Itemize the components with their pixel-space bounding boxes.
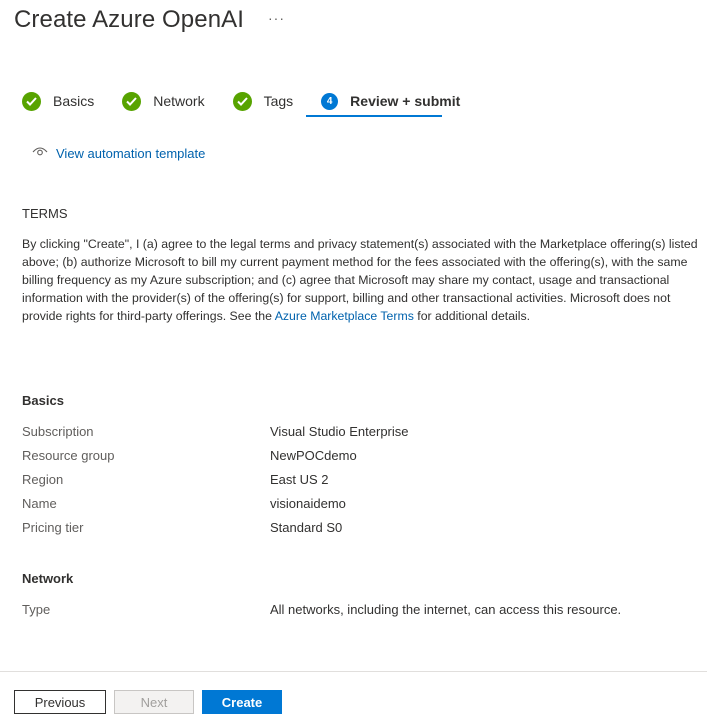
azure-marketplace-terms-link[interactable]: Azure Marketplace Terms — [274, 309, 414, 323]
network-heading: Network — [22, 571, 74, 586]
row-value: Standard S0 — [270, 520, 343, 535]
summary-row-region — [22, 472, 682, 492]
row-key: Region — [22, 472, 64, 487]
tab-label: Review + submit — [350, 93, 461, 109]
summary-row-pricing-tier — [22, 520, 682, 540]
row-key: Name — [22, 496, 57, 511]
basics-heading: Basics — [22, 393, 64, 408]
row-key: Type — [22, 602, 51, 617]
row-key: Resource group — [22, 448, 115, 463]
tab-label: Network — [153, 93, 205, 109]
eye-icon — [32, 144, 48, 162]
tab-tags[interactable] — [233, 90, 294, 112]
page-title: Create Azure OpenAI — [14, 6, 245, 33]
tab-label: Basics — [53, 93, 95, 109]
terms-heading: TERMS — [22, 206, 68, 221]
row-key: Pricing tier — [22, 520, 84, 535]
create-button[interactable]: Create — [202, 690, 282, 714]
step-number-badge: 4 — [321, 93, 338, 110]
active-tab-underline — [306, 115, 442, 117]
summary-row-type — [22, 602, 682, 622]
summary-row-resource-group — [22, 448, 682, 468]
checkmark-icon — [22, 92, 41, 111]
wizard-steps — [22, 90, 488, 112]
previous-button[interactable]: Previous — [14, 690, 106, 714]
checkmark-icon — [233, 92, 252, 111]
row-key: Subscription — [22, 424, 94, 439]
view-automation-template-link[interactable] — [32, 144, 205, 162]
terms-body-after: for additional details. — [413, 309, 531, 323]
footer-divider — [0, 671, 707, 672]
row-value: Visual Studio Enterprise — [270, 424, 409, 439]
more-options-button[interactable]: ··· — [268, 10, 285, 26]
checkmark-icon — [122, 92, 141, 111]
row-value: visionaidemo — [270, 496, 346, 511]
terms-body-before: By clicking "Create", I (a) agree to the legal terms and privacy statement(s) associated with the Marketplace offering(s) listed above; (b) authorize Microsoft to bill my current payment method for the fees associated with the offering(s), with the same billing frequency as my Azure subscription; and (c) agree that Microsoft may share my contact, usage and transactional information with the provider(s) of the offering(s) for support, billing and other transactional activities. Microsoft does not provide rights for third-party offerings. See the — [22, 237, 698, 323]
summary-row-name — [22, 496, 682, 516]
terms-text — [22, 235, 698, 325]
summary-row-subscription — [22, 424, 682, 444]
row-value: All networks, including the internet, can access this resource. — [270, 602, 622, 617]
next-button[interactable]: Next — [114, 690, 194, 714]
tab-review-submit[interactable] — [321, 90, 460, 112]
tab-network[interactable] — [122, 90, 204, 112]
automation-link-label: View automation template — [56, 145, 206, 161]
tab-basics[interactable] — [22, 90, 94, 112]
row-value: East US 2 — [270, 472, 329, 487]
tab-label: Tags — [263, 93, 294, 109]
row-value: NewPOCdemo — [270, 448, 357, 463]
